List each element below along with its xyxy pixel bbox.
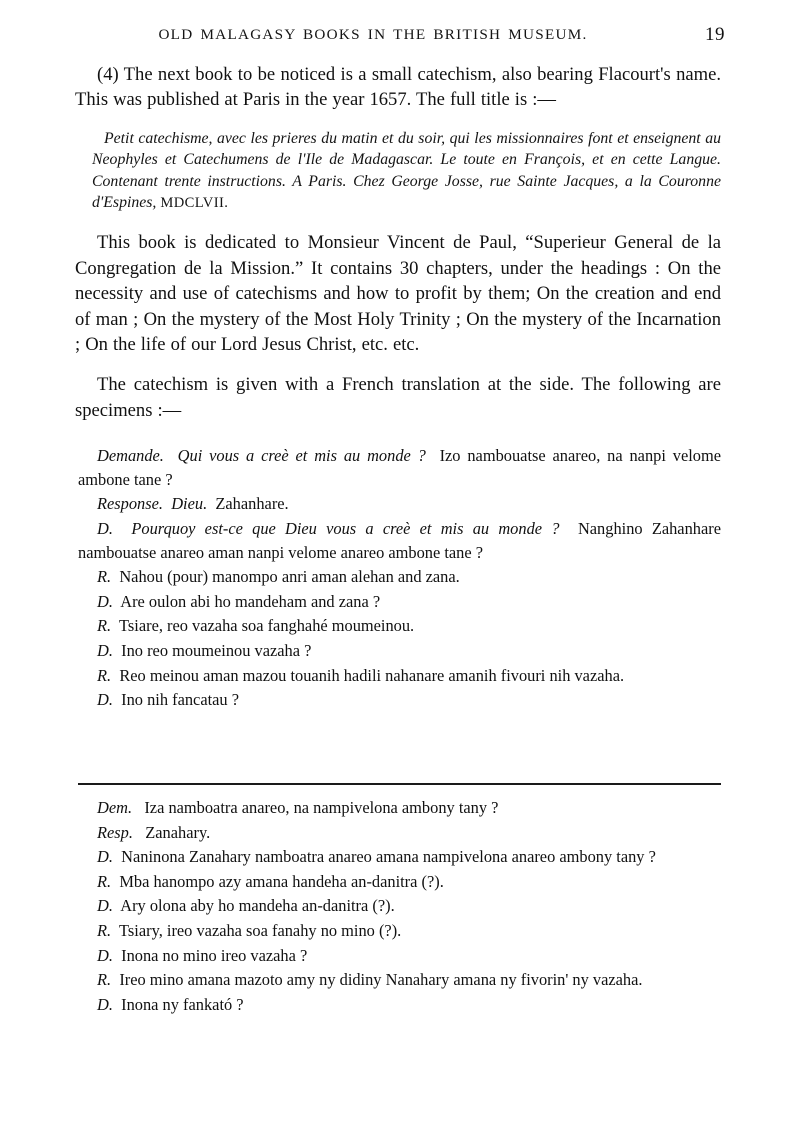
- speaker-label: D.: [97, 945, 113, 965]
- dialogue-line: [75, 590, 721, 614]
- dialogue-upper: [75, 444, 721, 712]
- malagasy-text: Ino nih fancatau ?: [121, 690, 240, 710]
- speaker-label: R.: [97, 920, 112, 940]
- dialogue-line: [75, 492, 721, 516]
- malagasy-text: Naninona Zanahary namboatra anareo amana nampivelona anareo ambony tany ?: [121, 847, 656, 867]
- malagasy-text: Ary olona aby ho mandeha an-danitra (?).: [120, 896, 395, 916]
- speaker-label: D.: [97, 519, 113, 539]
- french-text: Pourquoy est-ce que Dieu vous a creè et mis au monde ?: [131, 519, 560, 539]
- malagasy-text: Nahou (pour) manompo anri aman alehan and zana.: [119, 567, 460, 587]
- dialogue-line: [75, 444, 721, 491]
- malagasy-text: Reo meinou aman mazou touanih hadili nahanare amanih fivouri nih vazaha.: [119, 665, 625, 685]
- dialogue-line: [75, 664, 721, 688]
- dialogue-line: [75, 968, 721, 992]
- dialogue-line: [75, 639, 721, 663]
- paragraph-intro: (4) The next book to be noticed is a small catechism, also bearing Flacourt's name. This was published at Paris in the year 1657. The full title is :—: [75, 64, 721, 111]
- malagasy-text: Iza namboatra anareo, na nampivelona ambony tany ?: [144, 798, 499, 817]
- dialogue-line: [75, 894, 721, 918]
- dialogue-line: [75, 821, 721, 845]
- speaker-label: D.: [97, 847, 113, 867]
- speaker-label: Resp.: [97, 822, 133, 842]
- french-text: Dieu.: [171, 494, 208, 514]
- speaker-label: D.: [97, 641, 113, 661]
- malagasy-text: Nanghino Zahanhare nambouatse anareo aman nanpi velome anareo ambone tane ?: [78, 519, 721, 562]
- malagasy-text: Izo nambouatse anareo, na nanpi velome ambone tane ?: [78, 446, 721, 489]
- speaker-label: Response.: [97, 494, 164, 514]
- speaker-label: R.: [97, 665, 112, 685]
- dialogue-line: [75, 919, 721, 943]
- speaker-label: Demande.: [97, 446, 164, 466]
- malagasy-text: Are oulon abi ho mandeham and zana ?: [120, 591, 381, 611]
- page-number: 19: [705, 24, 725, 45]
- malagasy-text: Zanahary.: [145, 822, 211, 842]
- title-quote-block: [75, 128, 721, 215]
- header-title: OLD MALAGASY BOOKS IN THE BRITISH MUSEUM.: [158, 26, 588, 43]
- speaker-label: D.: [97, 690, 113, 710]
- dialogue-line: [75, 870, 721, 894]
- dialogue-line: [75, 944, 721, 968]
- french-text: Qui vous a creè et mis au monde ?: [177, 446, 426, 466]
- malagasy-text: Tsiary, ireo vazaha soa fanahy no mino (?).: [119, 920, 402, 940]
- dialogue-line: [75, 845, 721, 869]
- malagasy-text: Tsiare, reo vazaha soa fanghahé moumeinou.: [119, 616, 415, 636]
- dialogue-line: [75, 688, 721, 712]
- speaker-label: R.: [97, 567, 112, 587]
- speaker-label: R.: [97, 616, 112, 636]
- malagasy-text: Mba hanompo azy amana handeha an-danitra (?).: [119, 871, 444, 891]
- speaker-label: D.: [97, 896, 113, 916]
- paragraph-dedication: This book is dedicated to Monsieur Vincent de Paul, “Superieur General de la Congregation de la Mission.” It contains 30 chapters, under the headings : On the necessity and use of catechisms and how to profit by them; On the creation and end of man ; On the mystery of the Most Holy Trinity ; On the mystery of the Incarnation ; On the life of our Lord Jesus Christ, etc. etc.: [75, 232, 721, 356]
- malagasy-text: Inona ny fankató ?: [121, 994, 244, 1014]
- title-quote-roman-numeral: MDCLVII.: [160, 195, 229, 212]
- paragraph-specimens-intro: The catechism is given with a French translation at the side. The following are specimens :—: [75, 374, 721, 421]
- malagasy-text: Ino reo moumeinou vazaha ?: [121, 641, 312, 661]
- malagasy-text: Inona no mino ireo vazaha ?: [121, 945, 308, 965]
- text-column-lower: [75, 796, 721, 1017]
- section-divider-rule: [78, 783, 721, 785]
- speaker-label: R.: [97, 970, 112, 990]
- dialogue-line: [75, 614, 721, 638]
- text-column: [75, 62, 721, 713]
- speaker-label: Dem.: [97, 798, 133, 817]
- dialogue-line: [75, 517, 721, 564]
- malagasy-text: Zahanhare.: [215, 494, 289, 514]
- speaker-label: D.: [97, 994, 113, 1014]
- dialogue-line: [75, 993, 721, 1017]
- title-quote-text: Petit catechisme, avec les prieres du matin et du soir, qui les missionnaires font et enseignent au Neophyles et Catechumens de l'Ile de Madagascar. Le toute en François, et en cette Langue. Contenant trente instructions. A Paris. Chez George Josse, rue Sainte Jacques, a la Couronne d'Espines,: [92, 129, 721, 212]
- malagasy-text: Ireo mino amana mazoto amy ny didiny Nanahary amana ny fivorin' ny vazaha.: [119, 970, 643, 990]
- running-header: [75, 26, 725, 50]
- dialogue-line: [75, 796, 721, 820]
- speaker-label: D.: [97, 591, 113, 611]
- speaker-label: R.: [97, 871, 112, 891]
- dialogue-lower: [75, 796, 721, 1016]
- dialogue-line: [75, 565, 721, 589]
